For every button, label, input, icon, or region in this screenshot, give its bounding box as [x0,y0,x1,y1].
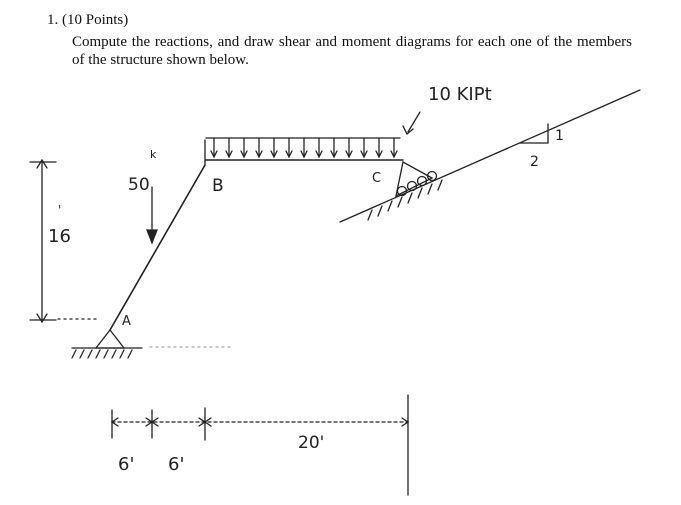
dimension-label-1: 6' [118,454,135,475]
dimension-label-3: 20' [298,433,325,453]
load-leader-line [408,112,420,132]
point-load-arrowhead [147,230,157,243]
node-a-label: A [122,314,131,329]
height-tick-mark: ' [58,203,62,217]
problem-number: 1. (10 Points) [47,12,129,28]
slope-rise-label: 1 [555,128,564,144]
ground-hatch-a [72,350,132,358]
point-load-label: 50 [128,175,150,195]
height-label: 16 [48,226,71,247]
node-c-label: C [372,171,382,186]
inclined-ground-line [340,90,640,222]
incline-hatch [368,180,442,220]
slope-run-label: 2 [530,154,539,170]
dimension-label-2: 6' [168,454,185,475]
problem-statement: Compute the reactions, and draw shear and moment diagrams for each one of the members of the structure shown below. [72,34,632,68]
node-b-label: B [212,176,224,196]
point-load-unit: k [150,148,157,161]
pin-support-a [96,330,124,348]
distributed-load-label: 10 KIPt [428,84,492,105]
member-ab [110,165,205,330]
distributed-load-arrows [211,138,397,157]
